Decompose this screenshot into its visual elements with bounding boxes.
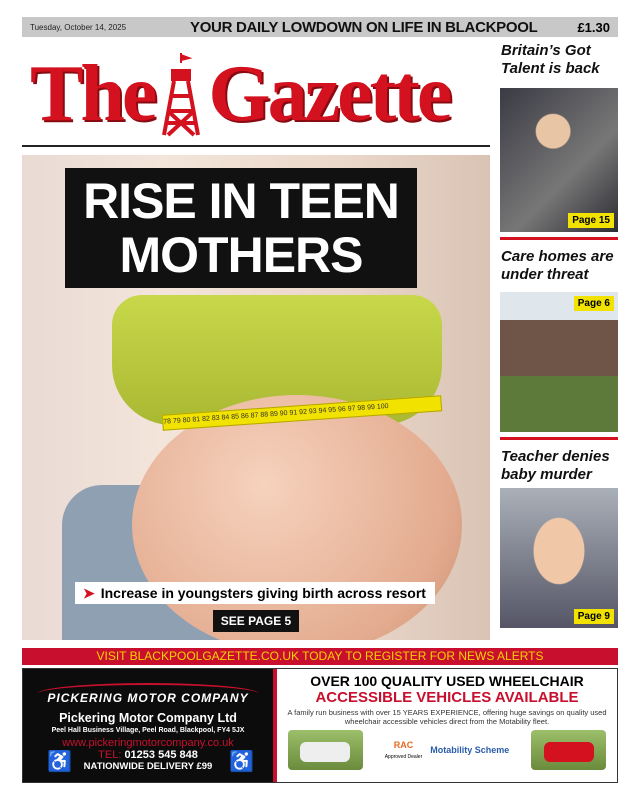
advert-address: Peel Hall Business Village, Peel Road, Blackpool, FY4 5JX (51, 727, 245, 734)
sidebar-headline[interactable]: Teacher denies baby murder (501, 448, 610, 483)
measuring-tape: 78 79 80 81 82 83 84 85 86 87 88 89 90 91 92 93 94 95 96 97 98 99 100 (162, 395, 442, 430)
masthead (30, 48, 485, 140)
white-van-photo (288, 730, 363, 770)
sidebar-photo-baby[interactable] (500, 488, 618, 628)
advert-left (23, 669, 273, 782)
red-van-photo (531, 730, 606, 770)
lead-headline[interactable] (65, 168, 417, 288)
divider (500, 437, 618, 440)
advert-headline-1: OVER 100 QUALITY USED WHEELCHAIR (310, 673, 584, 689)
advert-right (273, 669, 617, 782)
blackpool-tower-icon (158, 51, 204, 137)
lead-subhead (75, 582, 435, 604)
page-badge: Page 9 (574, 609, 614, 624)
tel-number[interactable]: 01253 545 848 (124, 749, 198, 761)
rac-logo: RAC Approved Dealer (384, 740, 423, 760)
issue-date: Tuesday, October 14, 2025 (30, 22, 127, 32)
subhead-text: Increase in youngsters giving birth across resort (100, 585, 426, 601)
advert[interactable] (22, 668, 618, 783)
headline-line-2: MOTHERS (119, 227, 363, 283)
motability-logo: Motability Scheme (430, 745, 510, 755)
advert-headline-2: ACCESSIBLE VEHICLES AVAILABLE (315, 689, 579, 706)
masthead-the: The (30, 49, 155, 138)
headline-line-1: RISE IN TEEN (83, 173, 399, 229)
advert-logo: PICKERING MOTOR COMPANY (37, 683, 259, 705)
sidebar-headline[interactable]: Britain’s Got Talent is back (501, 42, 600, 77)
tagline: YOUR DAILY LOWDOWN ON LIFE IN BLACKPOOL (189, 18, 538, 36)
price: £1.30 (577, 19, 610, 35)
wheelchair-icon: ♿ (47, 751, 72, 773)
advert-company: Pickering Motor Company Ltd (59, 711, 237, 725)
advert-body: A family run business with over 15 YEARS EXPERIENCE, offering huge savings on quality used wheelchair accessible vehicles direct from the Motability fleet. (287, 708, 607, 726)
see-page-button[interactable]: SEE PAGE 5 (213, 610, 299, 632)
sidebar-photo-bgt[interactable] (500, 88, 618, 232)
divider (22, 145, 490, 147)
sidebar-headline[interactable]: Care homes are under threat (501, 248, 614, 283)
sidebar-photo-care-home[interactable] (500, 292, 618, 432)
top-bar (22, 17, 618, 37)
arrow-icon: ➤ (83, 584, 95, 601)
masthead-gazette: Gazette (208, 49, 450, 138)
page-badge: Page 15 (568, 213, 614, 228)
advert-delivery: NATIONWIDE DELIVERY £99 (83, 761, 213, 772)
advert-website[interactable]: www.pickeringmotorcompany.co.uk (62, 737, 234, 749)
tel-label: TEL: (98, 749, 122, 761)
divider (500, 237, 618, 240)
wheelchair-icon: ♿ (229, 751, 254, 773)
page-badge: Page 6 (574, 296, 614, 311)
news-alerts-banner[interactable]: VISIT BLACKPOOLGAZETTE.CO.UK TODAY TO REGISTER FOR NEWS ALERTS (22, 648, 618, 665)
